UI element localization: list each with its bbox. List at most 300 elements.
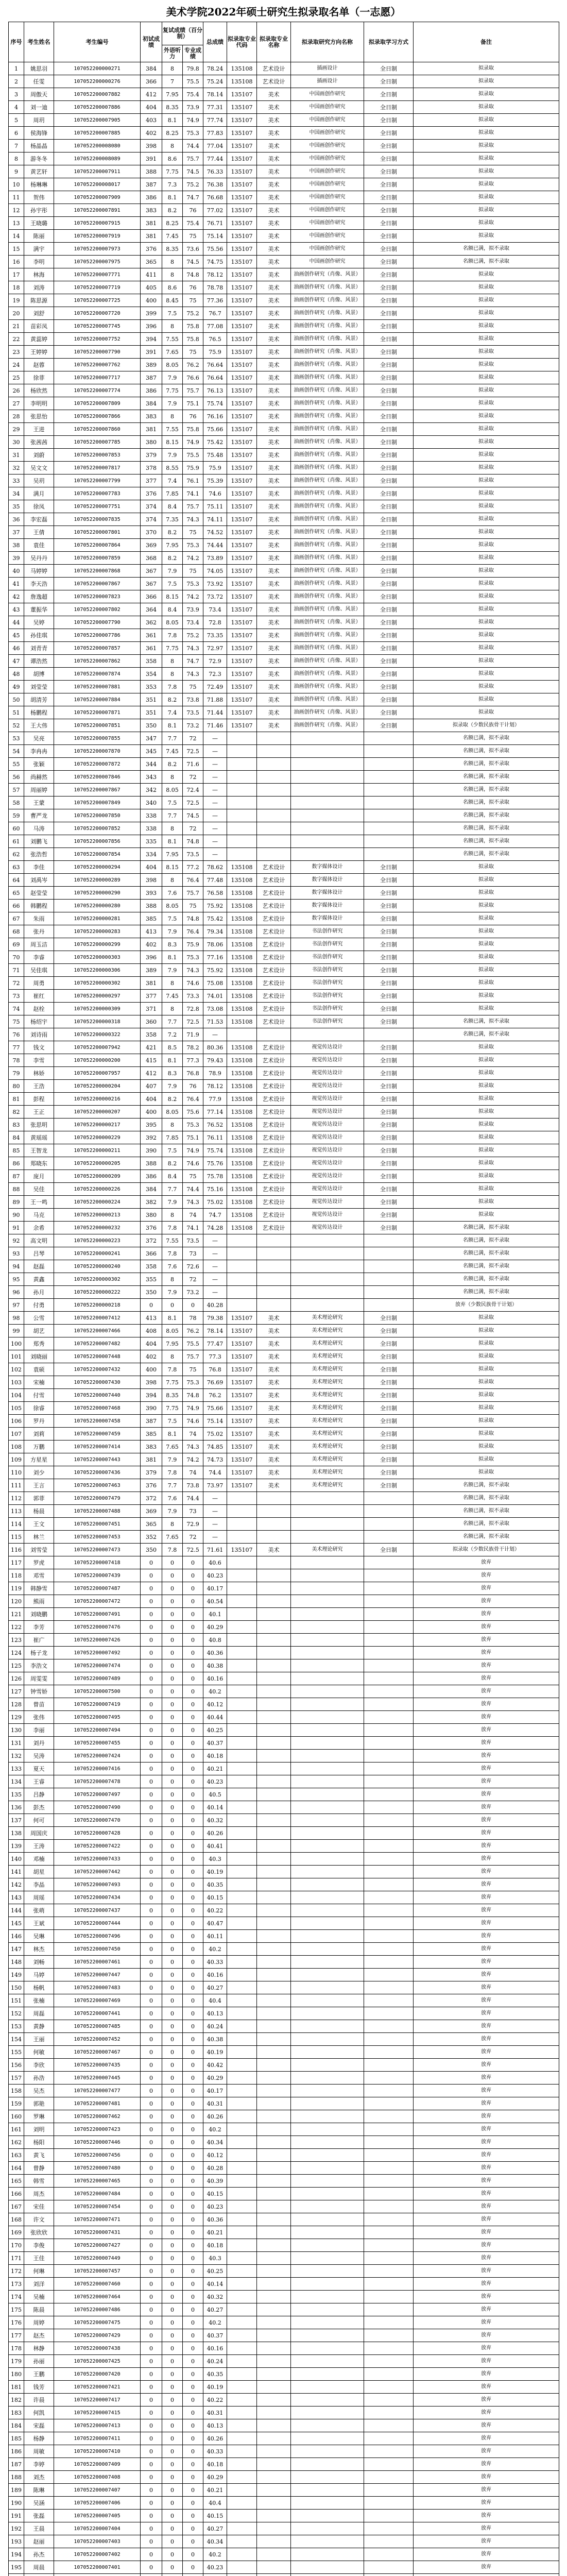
cell-total: 75.92 (203, 900, 227, 912)
cell-name: 王鹏 (24, 2368, 54, 2381)
cell-major-code (227, 2316, 257, 2329)
cell-direction (291, 2110, 364, 2123)
cell-prelim: 364 (141, 603, 162, 616)
cell-id: 107052200007406 (54, 2497, 141, 2510)
cell-direction: 油画创作研究（肖像、风景） (291, 565, 364, 578)
cell-direction: 美术理论研究 (291, 1389, 364, 1402)
cell-id: 107052200007428 (54, 1827, 141, 1840)
cell-major-name (257, 1891, 291, 1904)
table-row (9, 513, 559, 526)
cell-professional: 74.5 (183, 809, 203, 822)
cell-total: 40.15 (203, 2510, 227, 2522)
cell-prelim: 377 (141, 474, 162, 487)
table-row (9, 1505, 559, 1518)
cell-mode (364, 2381, 414, 2394)
cell-professional: 76.6 (183, 371, 203, 384)
cell-major-code: 135107 (227, 243, 257, 256)
cell-major-code (227, 2484, 257, 2497)
cell-major-name: 美术 (257, 565, 291, 578)
cell-prelim: 0 (141, 2406, 162, 2419)
cell-professional: 0 (183, 2368, 203, 2381)
cell-major-name (257, 1621, 291, 1634)
cell-mode: 全日制 (364, 1131, 414, 1144)
cell-seq: 186 (9, 2445, 24, 2458)
cell-major-code: 135107 (227, 217, 257, 230)
cell-prelim: 369 (141, 1505, 162, 1518)
table-row (9, 2548, 559, 2561)
cell-direction: 视觉传达设计 (291, 1183, 364, 1196)
cell-name: 马婷婷 (24, 565, 54, 578)
cell-mode: 全日制 (364, 887, 414, 900)
cell-listening: 7.5 (162, 578, 183, 590)
cell-major-name: 艺术设计 (257, 1209, 291, 1222)
cell-major-code: 135107 (227, 603, 257, 616)
cell-id: 107052200007911 (54, 165, 141, 178)
cell-seq: 88 (9, 1183, 24, 1196)
cell-mode (364, 745, 414, 758)
cell-direction: 中国画创作研究 (291, 243, 364, 256)
document-title: 美术学院2022年硕士研究生拟录取名单（一志愿） (166, 6, 401, 18)
cell-seq: 157 (9, 2072, 24, 2084)
table-row (9, 1969, 559, 1981)
cell-listening: 7.85 (162, 487, 183, 500)
cell-name: 刘畅 (24, 1956, 54, 1969)
cell-major-code (227, 2394, 257, 2406)
cell-professional: 0 (183, 1750, 203, 1762)
cell-listening: 0 (162, 1569, 183, 1582)
table-row (9, 1028, 559, 1041)
cell-seq: 59 (9, 809, 24, 822)
cell-total: 40.8 (203, 1634, 227, 1647)
cell-major-name: 美术 (257, 449, 291, 462)
cell-prelim: 381 (141, 230, 162, 243)
cell-major-code (227, 1878, 257, 1891)
cell-id: 107052200007491 (54, 1608, 141, 1621)
cell-name: 何可 (24, 1814, 54, 1827)
cell-name: 杨欣然 (24, 384, 54, 397)
cell-direction (291, 1273, 364, 1286)
cell-mode: 全日制 (364, 874, 414, 887)
cell-professional: 73.9 (183, 603, 203, 616)
cell-professional: 79.8 (183, 62, 203, 75)
cell-major-name (257, 2110, 291, 2123)
cell-direction: 视觉传达设计 (291, 1196, 364, 1209)
table-row (9, 2033, 559, 2046)
cell-seq: 60 (9, 822, 24, 835)
cell-prelim: 0 (141, 2316, 162, 2329)
cell-total: 40.35 (203, 1878, 227, 1891)
cell-name: 李佳 (24, 861, 54, 874)
cell-id: 107052200007460 (54, 2278, 141, 2291)
cell-id: 107052200007492 (54, 1647, 141, 1659)
cell-remark: 放弃 (414, 2007, 559, 2020)
cell-professional: 74.1 (183, 487, 203, 500)
cell-prelim: 0 (141, 2252, 162, 2265)
cell-professional: 76 (183, 204, 203, 217)
cell-total: 40.6 (203, 1556, 227, 1569)
cell-id: 107052200007853 (54, 449, 141, 462)
cell-mode (364, 2458, 414, 2471)
cell-total: 40.22 (203, 1904, 227, 1917)
cell-total: — (203, 1260, 227, 1273)
cell-major-name: 美术 (257, 101, 291, 114)
cell-mode: 全日制 (364, 900, 414, 912)
cell-total: 74.28 (203, 1222, 227, 1234)
table-row (9, 191, 559, 204)
cell-professional: 72.8 (183, 1003, 203, 1015)
cell-total: 72.49 (203, 681, 227, 693)
cell-id: 107052200000281 (54, 912, 141, 925)
cell-id: 107052200007846 (54, 771, 141, 784)
cell-remark: 名额已满，拟不录取 (414, 732, 559, 745)
cell-id: 107052200000283 (54, 925, 141, 938)
cell-major-name (257, 2355, 291, 2368)
cell-prelim: 377 (141, 990, 162, 1003)
cell-remark: 放弃 (414, 1762, 559, 1775)
cell-seq: 138 (9, 1827, 24, 1840)
cell-listening: 0 (162, 2381, 183, 2394)
cell-major-name (257, 2175, 291, 2188)
cell-seq: 30 (9, 436, 24, 449)
cell-total: 40.28 (203, 2162, 227, 2175)
cell-mode: 全日制 (364, 371, 414, 384)
cell-major-name: 美术 (257, 281, 291, 294)
cell-remark: 拟录取 (414, 371, 559, 384)
cell-mode (364, 1518, 414, 1531)
cell-mode: 全日制 (364, 964, 414, 977)
cell-major-code (227, 2188, 257, 2200)
cell-professional: 75 (183, 346, 203, 359)
cell-mode: 全日制 (364, 1196, 414, 1209)
cell-name: 赵杰 (24, 2329, 54, 2342)
table-row (9, 771, 559, 784)
cell-major-code (227, 1917, 257, 1930)
cell-listening: 7.9 (162, 1505, 183, 1518)
cell-mode: 全日制 (364, 127, 414, 140)
cell-professional: 0 (183, 2188, 203, 2200)
table-row (9, 2020, 559, 2033)
cell-total: 76.13 (203, 384, 227, 397)
cell-total: 40.41 (203, 1840, 227, 1853)
cell-major-name: 美术 (257, 359, 291, 371)
cell-listening: 7.4 (162, 474, 183, 487)
table-row (9, 1196, 559, 1209)
cell-total: 40.21 (203, 2226, 227, 2239)
cell-major-code: 135107 (227, 268, 257, 281)
cell-prelim: 391 (141, 152, 162, 165)
cell-remark: 拟录取 (414, 1093, 559, 1106)
cell-major-name (257, 2200, 291, 2213)
cell-seq: 105 (9, 1402, 24, 1415)
cell-seq: 89 (9, 1196, 24, 1209)
cell-direction: 油画创作研究（肖像、风景） (291, 719, 364, 732)
table-row (9, 2252, 559, 2265)
table-row (9, 101, 559, 114)
cell-id: 107052200007464 (54, 2291, 141, 2303)
cell-major-name (257, 732, 291, 745)
cell-total: 40.23 (203, 1775, 227, 1788)
cell-major-name: 美术 (257, 410, 291, 423)
cell-direction: 油画创作研究（肖像、风景） (291, 590, 364, 603)
cell-id: 107052200007441 (54, 2007, 141, 2020)
cell-direction: 中国画创作研究 (291, 230, 364, 243)
table-row (9, 719, 559, 732)
cell-seq: 42 (9, 590, 24, 603)
cell-major-code: 135108 (227, 1196, 257, 1209)
cell-total: 40.31 (203, 2406, 227, 2419)
cell-professional: 0 (183, 2316, 203, 2329)
cell-name: 张浩哲 (24, 848, 54, 861)
cell-id: 107052200007874 (54, 668, 141, 681)
cell-listening: 0 (162, 2368, 183, 2381)
cell-major-name (257, 1299, 291, 1312)
cell-mode (364, 2535, 414, 2548)
table-row (9, 2574, 559, 2576)
cell-major-name: 艺术设计 (257, 1106, 291, 1118)
cell-mode: 全日制 (364, 217, 414, 230)
cell-direction (291, 1247, 364, 1260)
cell-name: 张伟 (24, 1711, 54, 1724)
cell-id: 107052200008089 (54, 152, 141, 165)
cell-professional: 0 (183, 1569, 203, 1582)
cell-prelim: 382 (141, 1196, 162, 1209)
cell-name: 刘莹莹 (24, 681, 54, 693)
cell-professional: 74.8 (183, 912, 203, 925)
cell-major-name (257, 1969, 291, 1981)
cell-major-name (257, 2316, 291, 2329)
cell-total: 40.23 (203, 2200, 227, 2213)
cell-name: 刘禹岑 (24, 874, 54, 887)
cell-professional: 0 (183, 2406, 203, 2419)
cell-id: 107052200007905 (54, 114, 141, 127)
table-row (9, 2432, 559, 2445)
cell-major-code (227, 2007, 257, 2020)
cell-prelim: 0 (141, 2149, 162, 2162)
cell-mode: 全日制 (364, 178, 414, 191)
cell-major-code: 135108 (227, 1106, 257, 1118)
cell-mode: 全日制 (364, 165, 414, 178)
table-row (9, 1350, 559, 1363)
cell-total: 79.43 (203, 1054, 227, 1067)
cell-id: 107052200007500 (54, 1685, 141, 1698)
cell-seq: 21 (9, 320, 24, 333)
cell-listening: 8.15 (162, 436, 183, 449)
cell-name: 张丹 (24, 925, 54, 938)
cell-remark: 放弃 (414, 2561, 559, 2574)
cell-professional: 0 (183, 2445, 203, 2458)
table-row (9, 62, 559, 75)
cell-prelim: 421 (141, 1041, 162, 1054)
cell-major-name: 美术 (257, 462, 291, 474)
cell-id: 107052200007459 (54, 1428, 141, 1440)
cell-remark: 拟录取 (414, 1183, 559, 1196)
cell-major-name: 艺术设计 (257, 1170, 291, 1183)
cell-mode: 全日制 (364, 1157, 414, 1170)
cell-direction: 美术理论研究 (291, 1325, 364, 1337)
cell-professional: 74.9 (183, 114, 203, 127)
cell-major-code: 135107 (227, 101, 257, 114)
cell-prelim: 387 (141, 371, 162, 384)
cell-major-name: 美术 (257, 371, 291, 384)
cell-listening: 7.8 (162, 1222, 183, 1234)
cell-mode: 全日制 (364, 436, 414, 449)
cell-prelim: 366 (141, 590, 162, 603)
table-row (9, 655, 559, 668)
cell-total: 40.24 (203, 2355, 227, 2368)
cell-name: 陈丽 (24, 230, 54, 243)
cell-major-name: 艺术设计 (257, 938, 291, 951)
cell-mode: 全日制 (364, 719, 414, 732)
cell-total: 73.72 (203, 590, 227, 603)
cell-major-code (227, 2110, 257, 2123)
cell-id: 107052200007419 (54, 1698, 141, 1711)
cell-total: 75.76 (203, 1157, 227, 1170)
cell-major-code: 135107 (227, 397, 257, 410)
cell-direction: 数字媒体设计 (291, 900, 364, 912)
cell-major-name (257, 1659, 291, 1672)
cell-major-name: 美术 (257, 1389, 291, 1402)
table-row (9, 2084, 559, 2097)
cell-mode (364, 1595, 414, 1608)
cell-major-name (257, 2265, 291, 2278)
cell-major-code (227, 2123, 257, 2136)
cell-major-name (257, 1724, 291, 1737)
cell-professional: 74.8 (183, 835, 203, 848)
cell-remark: 放弃 (414, 2548, 559, 2561)
cell-id: 107052200007422 (54, 1840, 141, 1853)
cell-total: 75.66 (203, 423, 227, 436)
cell-direction: 美术理论研究 (291, 1312, 364, 1325)
cell-name: 胡星 (24, 1866, 54, 1878)
cell-remark: 放弃 (414, 1582, 559, 1595)
cell-name: 刘丹 (24, 1737, 54, 1750)
cell-name: 张楠 (24, 1994, 54, 2007)
cell-prelim: 0 (141, 1956, 162, 1969)
cell-major-code: 135108 (227, 1170, 257, 1183)
cell-major-code: 135107 (227, 668, 257, 681)
cell-direction (291, 2162, 364, 2175)
cell-name: 刘舒 (24, 307, 54, 320)
cell-major-name: 艺术设计 (257, 62, 291, 75)
cell-total: 76.2 (203, 1389, 227, 1402)
cell-direction: 书法创作研究 (291, 977, 364, 990)
cell-id (54, 2574, 141, 2576)
cell-name: 宋佳 (24, 2200, 54, 2213)
cell-direction: 视觉传达设计 (291, 1131, 364, 1144)
cell-direction: 视觉传达设计 (291, 1054, 364, 1067)
cell-professional: 74 (183, 1466, 203, 1479)
cell-seq: 86 (9, 1157, 24, 1170)
cell-major-code (227, 2072, 257, 2084)
table-row (9, 2278, 559, 2291)
cell-prelim: 0 (141, 1775, 162, 1788)
cell-direction: 视觉传达设计 (291, 1118, 364, 1131)
table-row (9, 423, 559, 436)
table-row (9, 1672, 559, 1685)
cell-id: 107052200007410 (54, 2445, 141, 2458)
cell-direction (291, 1840, 364, 1853)
cell-major-name: 美术 (257, 1402, 291, 1415)
cell-id: 107052200007453 (54, 1531, 141, 1544)
cell-professional: 75.1 (183, 397, 203, 410)
cell-seq: 45 (9, 629, 24, 642)
cell-name: 王蒙 (24, 796, 54, 809)
cell-remark: 放弃 (414, 2072, 559, 2084)
cell-remark: 放弃 (414, 2535, 559, 2548)
cell-major-code (227, 2497, 257, 2510)
cell-mode: 全日制 (364, 1312, 414, 1325)
cell-direction: 视觉传达设计 (291, 1067, 364, 1080)
cell-mode: 全日制 (364, 62, 414, 75)
cell-id: 107052200007771 (54, 268, 141, 281)
cell-major-name: 美术 (257, 487, 291, 500)
cell-name: 黄瑶瑶 (24, 1131, 54, 1144)
cell-remark: 名额已满，拟不录取 (414, 1531, 559, 1544)
cell-name: 王正 (24, 1106, 54, 1118)
cell-seq: 175 (9, 2303, 24, 2316)
table-row (9, 2059, 559, 2072)
cell-total: 40.14 (203, 2278, 227, 2291)
table-row (9, 1788, 559, 1801)
cell-direction: 插画设计 (291, 75, 364, 88)
table-row (9, 204, 559, 217)
cell-major-code: 135107 (227, 114, 257, 127)
cell-direction (291, 2458, 364, 2471)
cell-major-name: 艺术设计 (257, 1131, 291, 1144)
cell-seq: 48 (9, 668, 24, 681)
cell-major-code: 135107 (227, 371, 257, 384)
cell-major-code (227, 732, 257, 745)
cell-listening: 7.95 (162, 539, 183, 552)
cell-mode (364, 848, 414, 861)
cell-total: 40.25 (203, 1724, 227, 1737)
table-row (9, 2497, 559, 2510)
cell-major-name (257, 1943, 291, 1956)
cell-seq: 69 (9, 938, 24, 951)
cell-professional: 72 (183, 1273, 203, 1286)
cell-prelim: 0 (141, 2342, 162, 2355)
cell-professional: 74.3 (183, 1196, 203, 1209)
cell-total: 75.9 (203, 346, 227, 359)
cell-mode: 全日制 (364, 616, 414, 629)
cell-remark: 拟录取 (414, 1054, 559, 1067)
cell-major-code (227, 1518, 257, 1531)
cell-remark: 名额已满，拟不录取 (414, 243, 559, 256)
cell-total: 77.36 (203, 294, 227, 307)
cell-remark: 拟录取 (414, 1131, 559, 1144)
cell-seq: 93 (9, 1247, 24, 1260)
cell-id: 107052200000306 (54, 964, 141, 977)
cell-remark: 放弃 (414, 1878, 559, 1891)
table-row (9, 1080, 559, 1093)
cell-prelim: 387 (141, 1415, 162, 1428)
table-row (9, 359, 559, 371)
cell-listening: 8.5 (162, 1041, 183, 1054)
cell-prelim: 0 (141, 2329, 162, 2342)
cell-listening: 8.1 (162, 835, 183, 848)
cell-prelim: 383 (141, 410, 162, 423)
table-row (9, 88, 559, 101)
cell-prelim: 0 (141, 1672, 162, 1685)
cell-mode (364, 2136, 414, 2149)
cell-major-code: 135107 (227, 1453, 257, 1466)
cell-seq: 66 (9, 900, 24, 912)
cell-major-name: 艺术设计 (257, 1093, 291, 1106)
cell-major-code (227, 1994, 257, 2007)
cell-major-code: 135107 (227, 642, 257, 655)
cell-seq: 110 (9, 1466, 24, 1479)
cell-major-code (227, 1891, 257, 1904)
